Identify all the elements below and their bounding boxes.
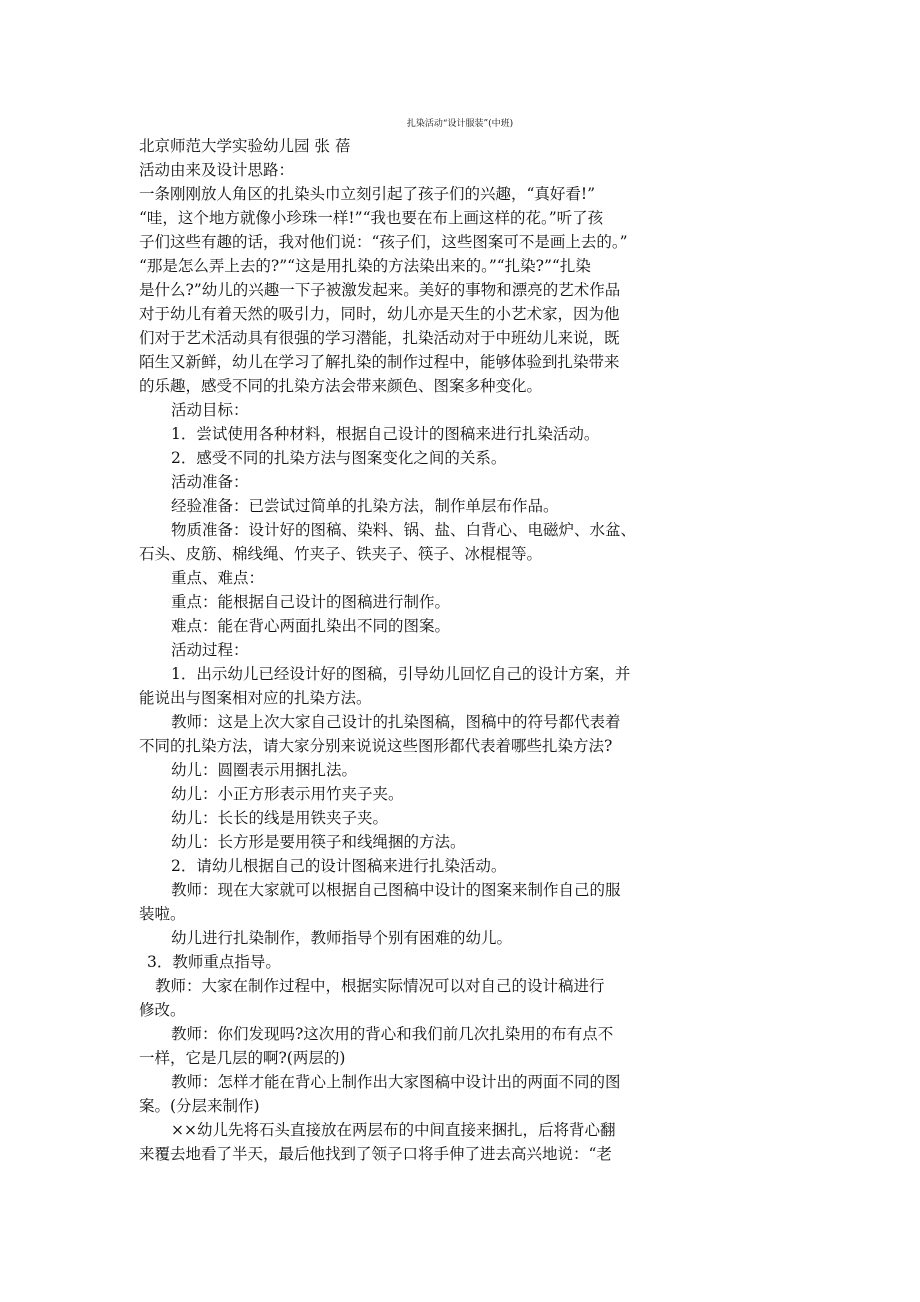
paragraph-line: 子们这些有趣的话，我对他们说：“孩子们，这些图案可不是画上去的。” — [139, 233, 628, 251]
paragraph-line: 幼儿：长长的线是用铁夹子夹。 — [171, 809, 389, 827]
paragraph-line: 经验准备：已尝试过简单的扎染方法，制作单层布作品。 — [171, 497, 559, 515]
paragraph-line: 幼儿：圆圈表示用捆扎法。 — [171, 761, 358, 779]
paragraph-line: 的乐趣，感受不同的扎染方法会带来颜色、图案多种变化。 — [139, 377, 543, 395]
paragraph-line: 不同的扎染方法，请大家分别来说说这些图形都代表着哪些扎染方法? — [139, 737, 613, 755]
paragraph-line: 案。(分层来制作) — [139, 1097, 260, 1115]
paragraph-line: 教师：这是上次大家自己设计的扎染图稿，图稿中的符号都代表着 — [171, 713, 621, 731]
list-item: 1．出示幼儿已经设计好的图稿，引导幼儿回忆自己的设计方案，并 — [171, 665, 631, 683]
paragraph-line: 难点：能在背心两面扎染出不同的图案。 — [171, 617, 451, 635]
paragraph-line: 教师：现在大家就可以根据自己图稿中设计的图案来制作自己的服 — [171, 881, 621, 899]
author-line: 北京师范大学实验幼儿园 张 蓓 — [139, 137, 351, 155]
section-heading: 活动目标： — [171, 401, 249, 419]
list-item: 2．请幼儿根据自己的设计图稿来进行扎染活动。 — [171, 857, 507, 875]
list-item: 3．教师重点指导。 — [147, 953, 281, 971]
list-item: 1．尝试使用各种材料，根据自己设计的图稿来进行扎染活动。 — [171, 425, 600, 443]
paragraph-line: 是什么?”幼儿的兴趣一下子被激发起来。美好的事物和漂亮的艺术作品 — [139, 281, 621, 299]
paragraph-line: 教师：你们发现吗?这次用的背心和我们前几次扎染用的布有点不 — [171, 1025, 614, 1043]
paragraph-line: 装啦。 — [139, 905, 186, 923]
section-heading: 活动准备： — [171, 473, 249, 491]
paragraph-line: 对于幼儿有着天然的吸引力，同时，幼儿亦是天生的小艺术家，因为他 — [139, 305, 620, 323]
document-title: 扎染活动“设计服装”(中班) — [406, 119, 514, 129]
paragraph-line: 修改。 — [139, 1001, 186, 1019]
paragraph-line: “那是怎么弄上去的?”“这是用扎染的方法染出来的。”“扎染?”“扎染 — [139, 257, 591, 275]
section-heading: 活动由来及设计思路： — [139, 161, 295, 179]
paragraph-line: 幼儿：长方形是要用筷子和线绳捆的方法。 — [171, 833, 466, 851]
paragraph-line: 教师：大家在制作过程中，根据实际情况可以对自己的设计稿进行 — [155, 977, 605, 995]
paragraph-line: 一条刚刚放人角区的扎染头巾立刻引起了孩子们的兴趣，“真好看!” — [139, 185, 596, 203]
paragraph-line: ××幼儿先将石头直接放在两层布的中间直接来捆扎，后将背心翻 — [171, 1121, 616, 1139]
paragraph-line: 来覆去地看了半天，最后他找到了领子口将手伸了进去高兴地说：“老 — [139, 1145, 612, 1163]
paragraph-line: 教师：怎样才能在背心上制作出大家图稿中设计出的两面不同的图 — [171, 1073, 621, 1091]
paragraph-line: 一样，它是几层的啊?(两层的) — [139, 1049, 346, 1067]
section-heading: 重点、难点： — [171, 569, 265, 587]
paragraph-line: 物质准备：设计好的图稿、染料、锅、盐、白背心、电磁炉、水盆、 — [171, 521, 637, 539]
paragraph-line: 能说出与图案相对应的扎染方法。 — [139, 689, 372, 707]
paragraph-line: 石头、皮筋、棉线绳、竹夹子、铁夹子、筷子、冰棍棍等。 — [139, 545, 543, 563]
section-heading: 活动过程： — [171, 641, 249, 659]
paragraph-line: 幼儿进行扎染制作，教师指导个别有困难的幼儿。 — [171, 929, 513, 947]
list-item: 2．感受不同的扎染方法与图案变化之间的关系。 — [171, 449, 507, 467]
paragraph-line: 们对于艺术活动具有很强的学习潜能，扎染活动对于中班幼儿来说，既 — [139, 329, 620, 347]
paragraph-line: 幼儿：小正方形表示用竹夹子夹。 — [171, 785, 404, 803]
paragraph-line: “哇，这个地方就像小珍珠一样!”“我也要在布上画这样的花。”听了孩 — [139, 209, 604, 227]
paragraph-line: 陌生又新鲜，幼儿在学习了解扎染的制作过程中，能够体验到扎染带来 — [139, 353, 620, 371]
paragraph-line: 重点：能根据自己设计的图稿进行制作。 — [171, 593, 451, 611]
